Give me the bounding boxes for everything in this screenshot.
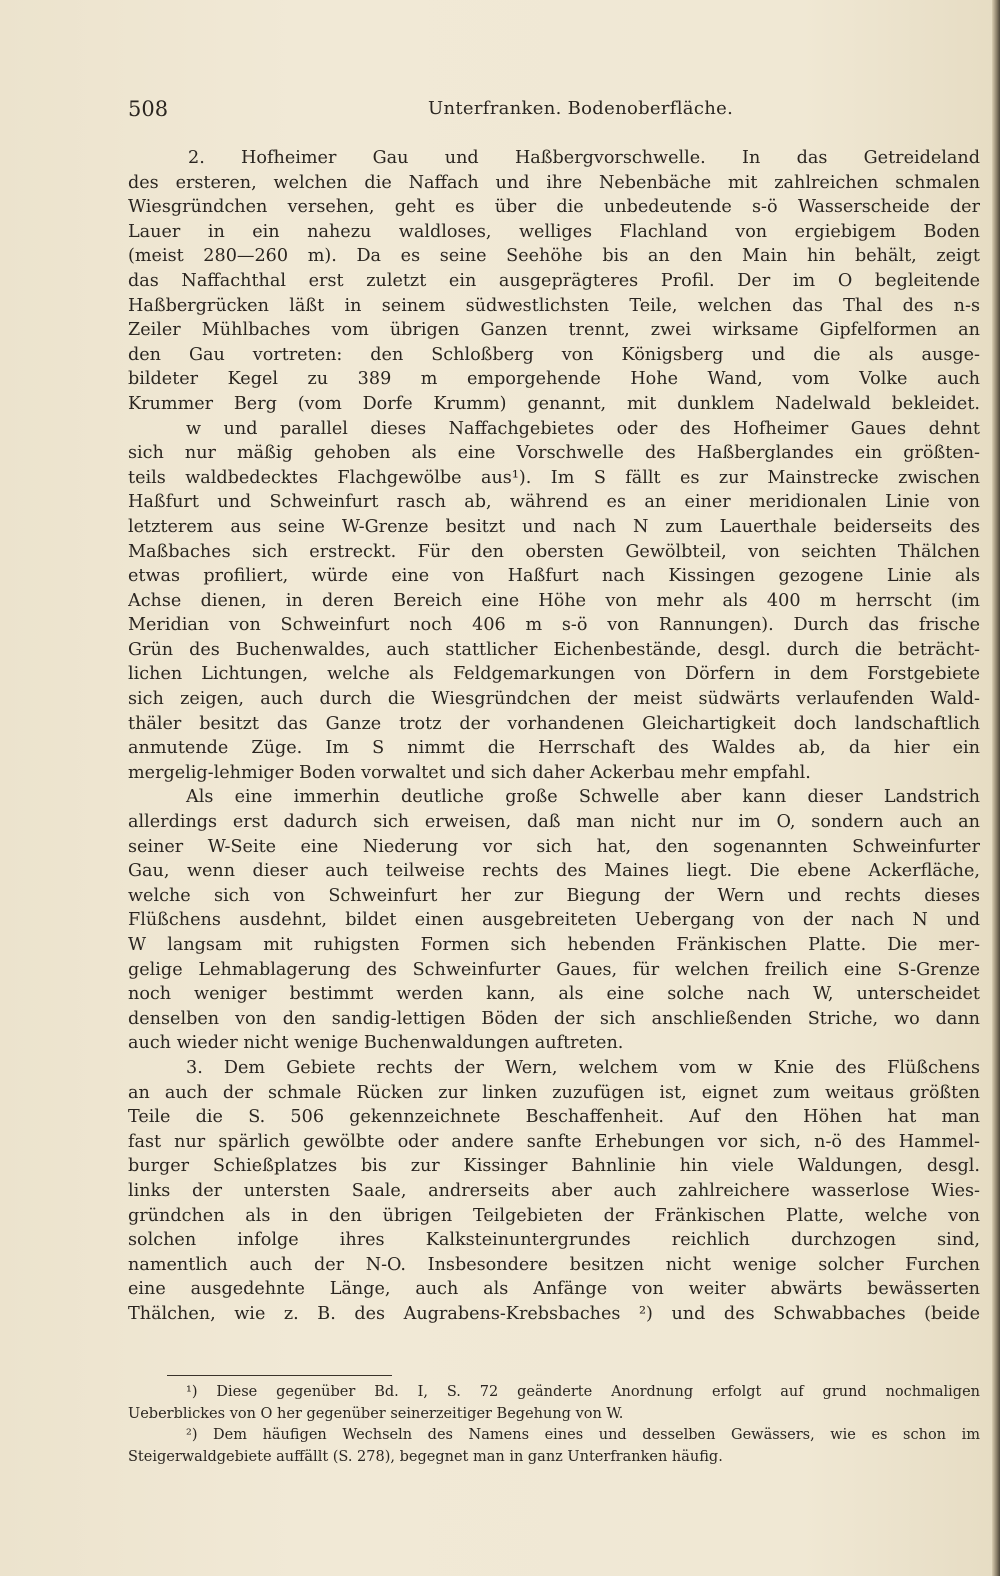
- text-line: den Gau vortreten: den Schloßberg von Königsberg und die als ausge-: [128, 344, 980, 365]
- text-line: an auch der schmale Rücken zur linken zuzufügen ist, eignet zum weitaus größten: [128, 1082, 980, 1103]
- text-line: 3. Dem Gebiete rechts der Wern, welchem vom w Knie des Flüßchens: [186, 1057, 980, 1078]
- page-edge-shadow: [992, 0, 1000, 1576]
- text-line: Krummer Berg (vom Dorfe Krumm) genannt, mit dunklem Nadelwald bekleidet.: [128, 393, 980, 414]
- text-line: Achse dienen, in deren Bereich eine Höhe von mehr als 400 m herrscht (im: [128, 590, 980, 611]
- text-line: Haßbergrücken läßt in seinem südwestlichsten Teile, welchen das Thal des n-s: [128, 295, 980, 316]
- text-line: welche sich von Schweinfurt her zur Biegung der Wern und rechts dieses: [128, 885, 980, 906]
- text-line: noch weniger bestimmt werden kann, als eine solche nach W, unterscheidet: [128, 984, 980, 1005]
- text-line: auch wieder nicht wenige Buchenwaldungen auftreten.: [128, 1033, 624, 1054]
- text-line: links der untersten Saale, andrerseits aber auch zahlreichere wasserlose Wies-: [128, 1180, 980, 1201]
- text-line: denselben von den sandig-lettigen Böden der sich anschließenden Striche, wo dann: [128, 1008, 980, 1029]
- text-line: allerdings erst dadurch sich erweisen, daß man nicht nur im O, sondern auch an: [128, 812, 980, 833]
- text-line: sich zeigen, auch durch die Wiesgründchen der meist südwärts verlaufenden Wald-: [128, 689, 980, 710]
- text-line: Als eine immerhin deutliche große Schwelle aber kann dieser Landstrich: [186, 787, 980, 808]
- footnote-line: Steigerwaldgebiete auffällt (S. 278), begegnet man in ganz Unterfranken häufig.: [128, 1448, 723, 1465]
- text-line: Meridian von Schweinfurt noch 406 m s-ö von Rannungen). Durch das frische: [128, 615, 980, 636]
- text-line: Wiesgründchen versehen, geht es über die unbedeutende s-ö Wasserscheide der: [128, 197, 980, 218]
- text-line: gelige Lehmablagerung des Schweinfurter Gaues, für welchen freilich eine S-Grenze: [128, 959, 980, 980]
- text-line: bildeter Kegel zu 389 m emporgehende Hohe Wand, vom Volke auch: [128, 369, 980, 390]
- text-line: das Naffachthal erst zuletzt ein ausgeprägteres Profil. Der im O begleitende: [128, 270, 980, 291]
- text-line: solchen infolge ihres Kalksteinuntergrundes reichlich durchzogen sind,: [128, 1230, 980, 1251]
- running-head: Unterfranken. Bodenoberfläche.: [428, 98, 734, 119]
- text-line: eine ausgedehnte Länge, auch als Anfänge von weiter abwärts bewässerten: [128, 1279, 980, 1300]
- text-line: des ersteren, welchen die Naffach und ihre Nebenbäche mit zahlreichen schmalen: [128, 172, 980, 193]
- text-line: gründchen als in den übrigen Teilgebieten der Fränkischen Platte, welche von: [128, 1205, 980, 1226]
- text-line: mergelig-lehmiger Boden vorwaltet und sich daher Ackerbau mehr empfahl.: [128, 762, 811, 783]
- text-line: W langsam mit ruhigsten Formen sich hebenden Fränkischen Platte. Die mer-: [128, 935, 980, 955]
- text-line: Teile die S. 506 gekennzeichnete Beschaffenheit. Auf den Höhen hat man: [128, 1107, 980, 1128]
- text-line: seiner W-Seite eine Niederung vor sich hat, den sogenannten Schweinfurter: [128, 836, 980, 857]
- footnote-line: ¹) Diese gegenüber Bd. I, S. 72 geänderte Anordnung erfolgt auf grund nochmaligen: [186, 1384, 980, 1400]
- page-number: 508: [128, 97, 169, 121]
- text-line: (meist 280—260 m). Da es seine Seehöhe bis an den Main hin behält, zeigt: [128, 246, 980, 267]
- footnote-line: ²) Dem häufigen Wechseln des Namens eines und desselben Gewässers, wie es schon im: [186, 1427, 980, 1443]
- text-line: anmutende Züge. Im S nimmt die Herrschaft des Waldes ab, da hier ein: [128, 738, 980, 759]
- text-line: Gau, wenn dieser auch teilweise rechts des Maines liegt. Die ebene Ackerfläche,: [128, 861, 980, 882]
- text-line: fast nur spärlich gewölbte oder andere sanfte Erhebungen vor sich, n-ö des Hammel-: [128, 1131, 980, 1152]
- page-header: [128, 97, 980, 127]
- body-text: [128, 146, 980, 1327]
- text-line: namentlich auch der N-O. Insbesondere besitzen nicht wenige solcher Furchen: [128, 1254, 980, 1275]
- text-line: Lauer in ein nahezu waldloses, welliges Flachland von ergiebigem Boden: [128, 221, 980, 242]
- text-line: Maßbaches sich erstreckt. Für den obersten Gewölbteil, von seichten Thälchen: [128, 541, 980, 562]
- footnotes: [128, 1382, 980, 1468]
- text-line: w und parallel dieses Naffachgebietes oder des Hofheimer Gaues dehnt: [186, 418, 980, 439]
- text-line: teils waldbedecktes Flachgewölbe aus¹). Im S fällt es zur Mainstrecke zwischen: [128, 467, 980, 488]
- text-line: Thälchen, wie z. B. des Augrabens-Krebsbaches ²) und des Schwabbaches (beide: [128, 1303, 980, 1324]
- footnote-rule: [167, 1375, 392, 1376]
- text-line: thäler besitzt das Ganze trotz der vorhandenen Gleichartigkeit doch landschaftlich: [128, 713, 980, 734]
- text-line: Zeiler Mühlbaches vom übrigen Ganzen trennt, zwei wirksame Gipfelformen an: [128, 320, 980, 341]
- text-line: burger Schießplatzes bis zur Kissinger Bahnlinie hin viele Waldungen, desgl.: [128, 1156, 980, 1177]
- text-line: letzterem aus seine W-Grenze besitzt und nach N zum Lauerthale beiderseits des: [128, 516, 980, 537]
- text-line: sich nur mäßig gehoben als eine Vorschwelle des Haßberglandes ein größten-: [128, 443, 980, 464]
- text-line: Flüßchens ausdehnt, bildet einen ausgebreiteten Uebergang von der nach N und: [128, 910, 980, 931]
- text-line: 2. Hofheimer Gau und Haßbergvorschwelle. In das Getreideland: [188, 148, 980, 168]
- text-line: Haßfurt und Schweinfurt rasch ab, während es an einer meridionalen Linie von: [128, 492, 980, 513]
- text-line: lichen Lichtungen, welche als Feldgemarkungen von Dörfern in dem Forstgebiete: [128, 664, 980, 685]
- text-line: Grün des Buchenwaldes, auch stattlicher Eichenbestände, desgl. durch die beträcht-: [128, 639, 980, 660]
- footnote-line: Ueberblickes von O her gegenüber seinerzeitiger Begehung von W.: [128, 1405, 624, 1422]
- text-line: etwas profiliert, würde eine von Haßfurt nach Kissingen gezogene Linie als: [128, 566, 980, 587]
